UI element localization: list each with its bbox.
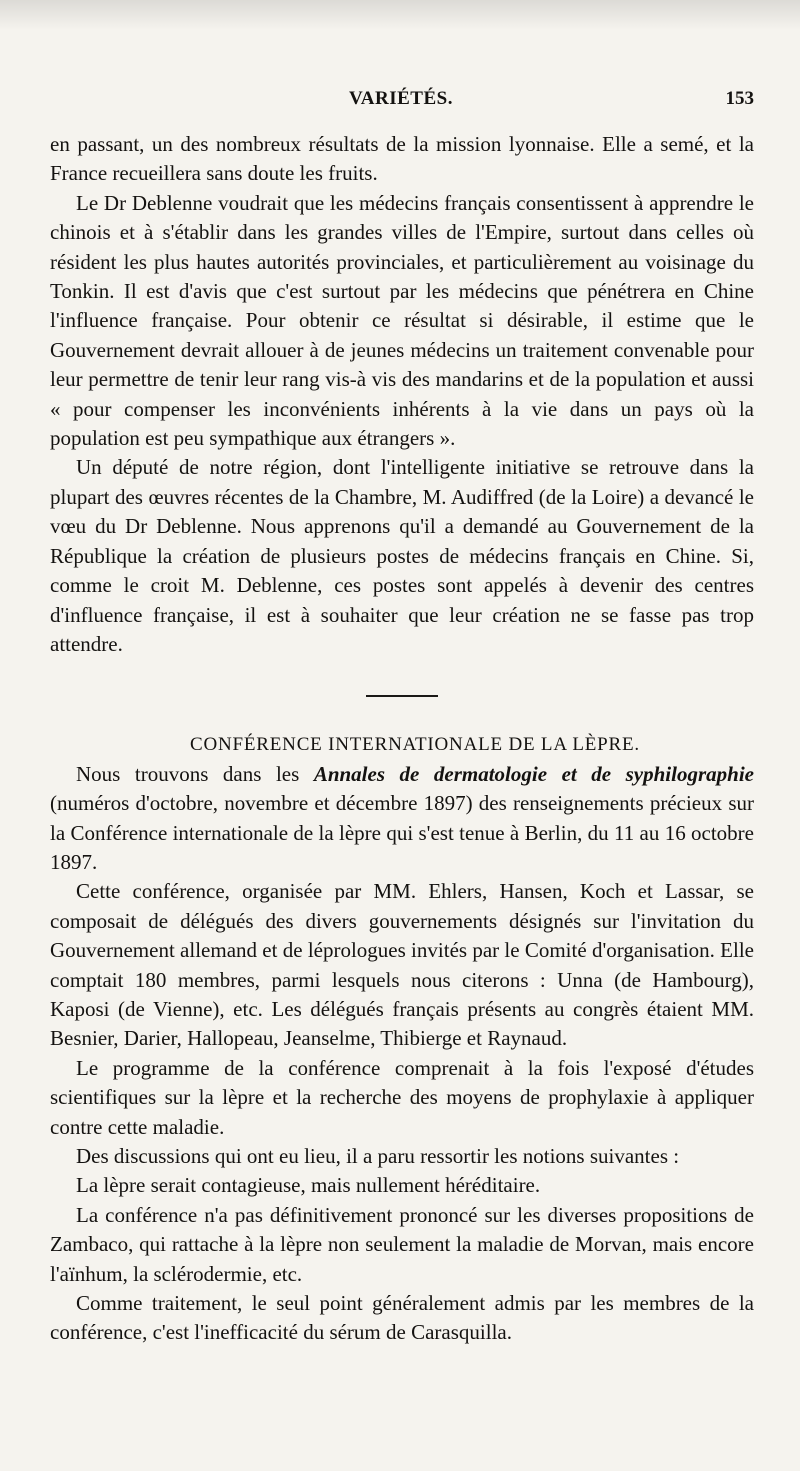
paragraph-text: Nous trouvons dans les	[76, 761, 314, 786]
paragraph: Le programme de la conférence comprenait à la fois l'exposé d'études scientifiques sur la lèpre et la recherche des moyens de prophylaxie à appliquer contre cette maladie.	[50, 1055, 754, 1139]
section-divider	[366, 695, 438, 697]
running-head: VARIÉTÉS.	[349, 88, 453, 109]
paragraph: Des discussions qui ont eu lieu, il a paru ressortir les notions suivantes :	[76, 1144, 680, 1168]
paragraph: Cette conférence, organisée par MM. Ehlers, Hansen, Koch et Lassar, se composait de délégués des divers gouvernements désignés sur l'invitation du Gouvernement allemand et de léprologues invités par le Comité d'organisation. Elle comptait 180 membres, parmi lesquels nous citerons : Unna (de Hambourg), Kaposi (de Vienne), etc. Les délégués français présents au congrès étaient MM. Besnier, Darier, Hallopeau, Jeanselme, Thibierge et Raynaud.	[50, 879, 754, 1051]
paragraph: La conférence n'a pas définitivement prononcé sur les diverses propositions de Zambaco, qui rattache à la lèpre non seulement la maladie de Morvan, mais encore l'aïnhum, la sclérodermie, etc.	[50, 1202, 754, 1286]
paragraph: Le Dr Deblenne voudrait que les médecins français consentissent à apprendre le chinois et à s'établir dans les grandes villes de l'Empire, surtout dans celles où résident les plus hautes autorités provinciales, et particulièrement au voisinage du Tonkin. Il est d'avis que c'est surtout par les médecins que pénétrera en Chine l'influence française. Pour obtenir ce résultat si désirable, il estime que le Gouvernement devrait allouer à de jeunes médecins un traitement convenable pour leur permettre de tenir leur rang vis-à vis des mandarins et de la population et aussi « pour compenser les inconvénients inhérents à la vie dans un pays où la population est peu sympathique aux étrangers ».	[50, 190, 754, 451]
page-header	[48, 88, 754, 118]
paragraph-text: (numéros d'octobre, novembre et décembre 1897) des renseignements précieux sur la Conférence internationale de la lèpre qui s'est tenue à Berlin, du 11 au 16 octobre 1897.	[50, 791, 754, 874]
section-title: CONFÉRENCE INTERNATIONALE DE LA LÈPRE.	[190, 734, 640, 756]
paragraph: La lèpre serait contagieuse, mais nullement héréditaire.	[76, 1173, 541, 1198]
journal-title: Annales de dermatologie et de syphilographie	[313, 761, 754, 786]
paragraph: en passant, un des nombreux résultats de la mission lyonnaise. Elle a semé, et la France recueillera sans doute les fruits.	[50, 132, 754, 186]
paragraph: Un député de notre région, dont l'intelligente initiative se retrouve dans la plupart des œuvres récentes de la Chambre, M. Audiffred (de la Loire) a devancé le vœu du Dr Deblenne. Nous apprenons qu'il a demandé au Gouvernement de la République la création de plusieurs postes de médecins français en Chine. Si, comme le croit M. Deblenne, ces postes sont appelés à devenir des centres d'influence française, il est à souhaiter que leur création ne se fasse pas trop attendre.	[50, 455, 754, 656]
paragraph: Comme traitement, le seul point généralement admis par les membres de la conférence, c'est l'inefficacité du sérum de Carasquilla.	[50, 1291, 754, 1345]
body-text	[50, 130, 754, 1348]
paragraph	[50, 760, 754, 878]
page-number: 153	[725, 88, 754, 109]
